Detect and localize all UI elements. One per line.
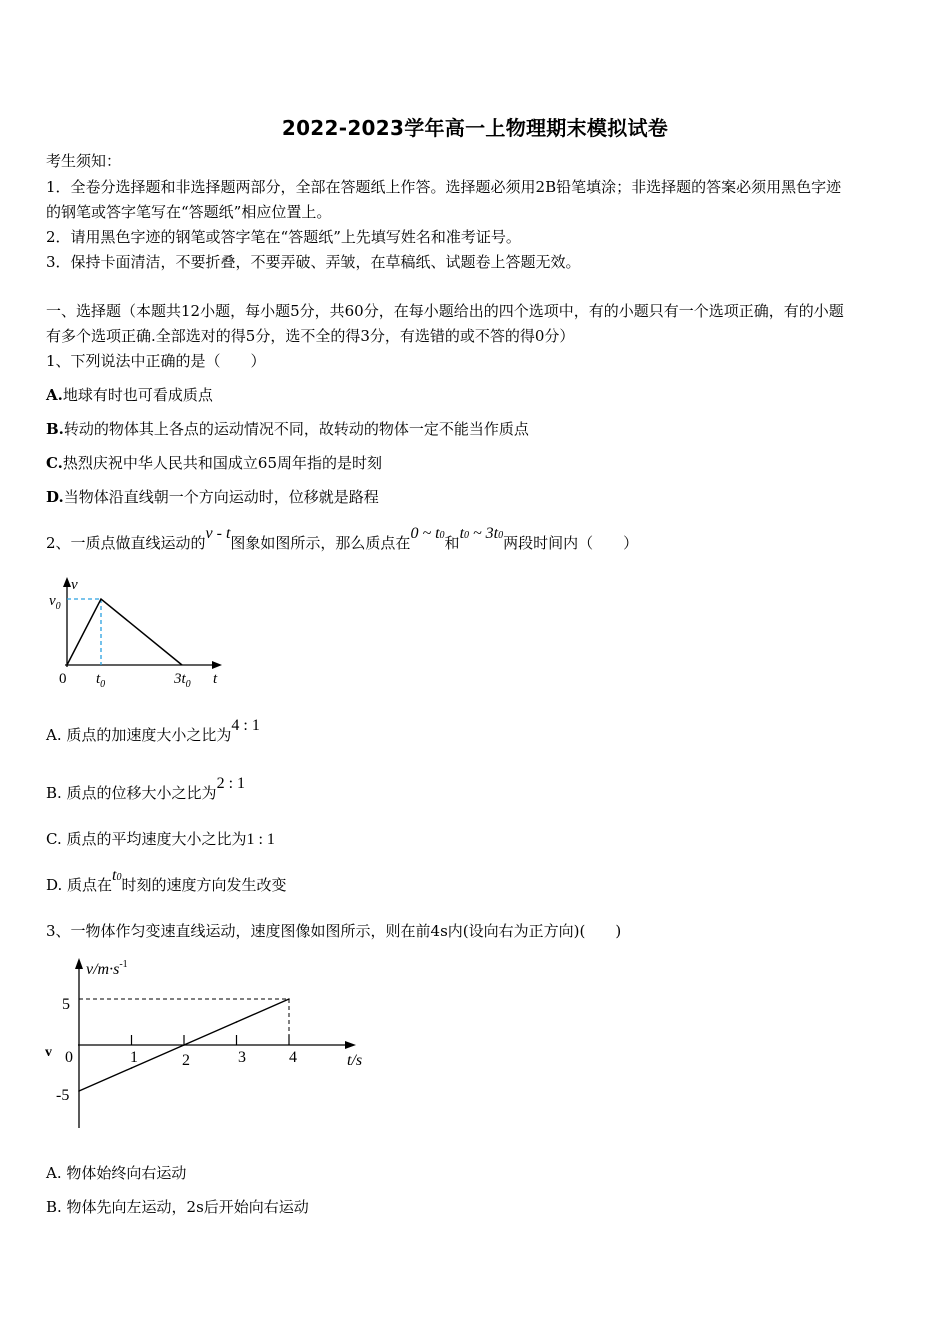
q2-range-1-sub: 0 (439, 530, 445, 541)
q1-option-b (46, 418, 529, 440)
q1-option-c-text: 热烈庆祝中华人民共和国成立65周年指的是时刻 (62, 454, 382, 472)
q2-range-2-sub-a: 0 (464, 530, 470, 541)
q2-origin-label: 0 (59, 671, 67, 687)
q1-option-c (46, 452, 382, 474)
q2-option-b-text: B. 质点的位移大小之比为 (46, 784, 217, 802)
q3-tick-label-1: 1 (130, 1049, 138, 1066)
q2-stem (46, 525, 639, 557)
q3-x-axis-arrow (345, 1041, 356, 1049)
q2-option-a-text: A. 质点的加速度大小之比为 (46, 726, 232, 744)
q2-v-axis-arrow (63, 577, 71, 587)
q3-y-neg-label: -5 (56, 1087, 70, 1104)
q1-stem: 1、下列说法中正确的是（ ） (46, 352, 266, 370)
q3-x-axis-label: t/s (347, 1052, 363, 1069)
q3-stem: 3、一物体作匀变速直线运动，速度图像如图所示，则在前4s内(设向右为正方向)( ) (46, 922, 622, 940)
q1-option-a (46, 384, 213, 406)
q2-range-1 (410, 525, 444, 542)
q3-y-pos-label: 5 (62, 996, 70, 1013)
q2-option-d-text-b: 时刻的速度方向发生改变 (121, 876, 287, 894)
q2-range-2-sub-b: 0 (498, 530, 504, 541)
q3-y-axis-arrow (75, 958, 83, 969)
q2-option-d-text-a: D. 质点在 (46, 876, 113, 894)
notice-item-1: 1．全卷分选择题和非选择题两部分，全部在答题纸上作答。选择题必须用2B铅笔填涂；非选择题的答案必须用黑色字迹 (46, 178, 842, 196)
q2-vt-symbol: v - t (205, 525, 231, 542)
q2-v0-label: $v_0$ (49, 593, 61, 612)
q2-option-c (46, 828, 275, 851)
q3-vt-graph (40, 952, 380, 1132)
page-title: 2022-2023学年高一上物理期末模拟试卷 (281, 116, 669, 140)
notice-heading: 考生须知： (46, 152, 122, 170)
q2-t-axis-arrow (212, 661, 222, 669)
q2-vt-line (67, 599, 182, 665)
q2-vt-graph (40, 572, 240, 697)
q2-option-b-math: 2 : 1 (216, 775, 246, 792)
q2-option-d (46, 867, 287, 899)
q3-tick-label-2: 2 (182, 1052, 190, 1069)
q2-range-2-rest: ~ 3t (469, 525, 499, 542)
q2-3t0-label: $3t_0$ (174, 671, 191, 690)
q2-option-b (46, 775, 246, 805)
q2-option-d-t: t (112, 867, 117, 884)
section-heading-line2: 有多个选项正确.全部选对的得5分，选不全的得3分，有选错的或不答的得0分） (46, 327, 575, 345)
q1-option-c-letter: C. (46, 454, 63, 472)
q1-option-a-letter: A. (46, 386, 63, 404)
q2-option-c-math: 1 : 1 (246, 831, 275, 848)
q2-option-d-math (112, 867, 121, 884)
q2-stem-part-c: 两段时间内（ ） (503, 534, 639, 552)
q2-stem-part-a: 2、一质点做直线运动的 (46, 534, 206, 552)
q3-point-4 (288, 998, 290, 1000)
q2-option-a (46, 717, 260, 747)
q2-range-2-t: t (459, 525, 465, 542)
q3-origin-label: 0 (65, 1049, 73, 1066)
q1-option-a-text: 地球有时也可看成质点 (62, 386, 213, 404)
notice-item-3: 3．保持卡面清洁，不要折叠，不要弄破、弄皱，在草稿纸、试题卷上答题无效。 (46, 253, 581, 271)
q3-point-2 (183, 1044, 185, 1046)
q3-option-b: B. 物体先向左运动，2s后开始向右运动 (46, 1198, 309, 1216)
q2-t0-label: $t_0$ (96, 671, 106, 690)
q1-option-b-letter: B. (46, 420, 64, 438)
notice-item-2: 2．请用黑色字迹的钢笔或答字笔在“答题纸”上先填写姓名和准考证号。 (46, 228, 521, 246)
q3-y-axis-label: $v/m\cdot s^{-1}$ (86, 959, 128, 978)
q3-tick-label-4: 4 (289, 1049, 297, 1066)
q2-range-2 (460, 525, 504, 542)
q1-option-b-text: 转动的物体其上各点的运动情况不同，故转动的物体一定不能当作质点 (63, 420, 529, 438)
q2-option-d-sub: 0 (116, 872, 122, 883)
q2-and: 和 (444, 534, 460, 552)
q3-tick-label-3: 3 (238, 1049, 246, 1066)
q2-v-axis-label: v (71, 577, 78, 593)
q3-option-a: A. 物体始终向右运动 (46, 1164, 187, 1182)
q3-point-0 (78, 1090, 80, 1092)
notice-item-1-cont: 的钢笔或答字笔写在“答题纸”相应位置上。 (46, 203, 332, 221)
q2-range-1-text: 0 ~ t (410, 525, 440, 542)
q2-option-a-math: 4 : 1 (231, 717, 260, 734)
q2-option-c-text: C. 质点的平均速度大小之比为 (46, 830, 247, 848)
q1-option-d-letter: D. (46, 488, 64, 506)
q2-t-axis-label: t (213, 671, 218, 687)
section-heading-line1: 一、选择题（本题共12小题，每小题5分，共60分，在每小题给出的四个选项中，有的小题只有一个选项正确，有的小题 (46, 302, 844, 320)
q2-stem-part-b: 图象如图所示，那么质点在 (230, 534, 411, 552)
q1-option-d-text: 当物体沿直线朝一个方向运动时，位移就是路程 (63, 488, 379, 506)
q1-option-d (46, 486, 379, 508)
q3-point-1 (131, 1067, 133, 1069)
q3-side-label: v (45, 1045, 52, 1060)
q3-point-3 (236, 1021, 238, 1023)
